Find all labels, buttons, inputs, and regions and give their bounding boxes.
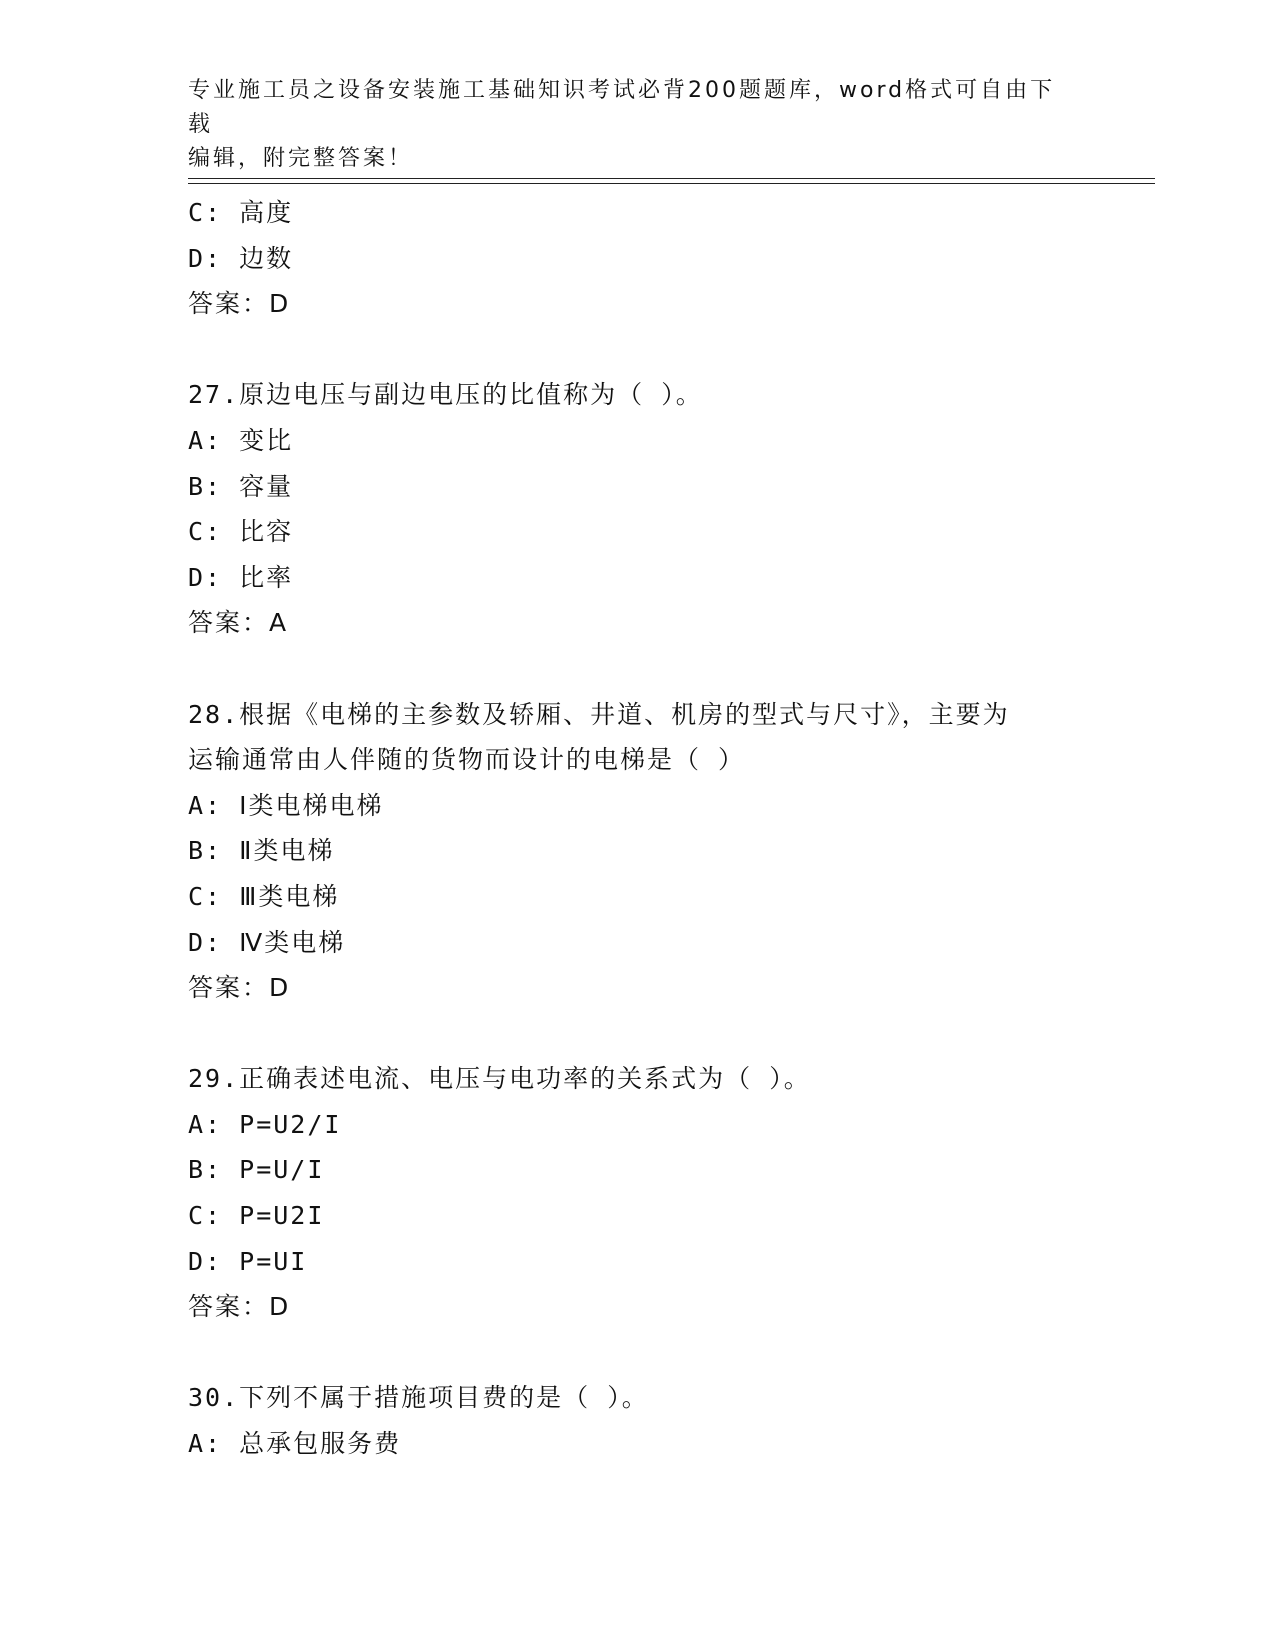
q27-question: 27.原边电压与副边电压的比值称为（ ）。	[188, 380, 703, 410]
q28-option-c: C: Ⅲ类电梯	[188, 881, 340, 911]
q27-option-b: B: 容量	[188, 471, 294, 501]
q28-answer: 答案：D	[188, 973, 291, 1003]
q26-option-d: D: 边数	[188, 243, 294, 273]
q26-option-c: C: 高度	[188, 198, 294, 227]
q27-option-c: C: 比容	[188, 517, 294, 547]
q28-question-line-1: 28.根据《电梯的主参数及轿厢、井道、机房的型式与尺寸》，主要为	[188, 699, 1010, 729]
q29-answer: 答案：D	[188, 1292, 291, 1322]
q28-question-line-2: 运输通常由人伴随的货物而设计的电梯是（ ）	[188, 745, 746, 775]
header-rule-top	[188, 178, 1155, 179]
q30-option-a: A: 总承包服务费	[188, 1429, 402, 1459]
q30-question: 30.下列不属于措施项目费的是（ ）。	[188, 1383, 649, 1413]
spacer	[188, 327, 1088, 373]
header-line-2: 编辑，附完整答案！	[188, 146, 414, 171]
q27-option-a: A: 变比	[188, 425, 294, 455]
document-header	[188, 74, 1068, 176]
spacer	[188, 646, 1088, 692]
q29-question: 29.正确表述电流、电压与电功率的关系式为（ ）。	[188, 1064, 811, 1094]
q28-option-b: B: Ⅱ类电梯	[188, 836, 335, 866]
header-line-1: 专业施工员之设备安装施工基础知识考试必背200题题库，word格式可自由下载	[188, 78, 1056, 137]
q29-option-b: B: P=U/I	[188, 1155, 325, 1185]
spacer	[188, 1011, 1088, 1057]
q27-answer: 答案：A	[188, 608, 289, 638]
q27-option-d: D: 比率	[188, 562, 294, 592]
q29-option-c: C: P=U2I	[188, 1201, 325, 1231]
header-rule-bottom	[188, 183, 1155, 184]
q28-option-d: D: Ⅳ类电梯	[188, 927, 346, 957]
q28-option-a: A: Ⅰ类电梯电梯	[188, 790, 384, 820]
spacer	[188, 1330, 1088, 1376]
question-list	[188, 190, 1088, 1467]
q29-option-d: D: P=UI	[188, 1246, 308, 1276]
q29-option-a: A: P=U2/I	[188, 1109, 342, 1139]
q26-answer: 答案：D	[188, 289, 291, 319]
